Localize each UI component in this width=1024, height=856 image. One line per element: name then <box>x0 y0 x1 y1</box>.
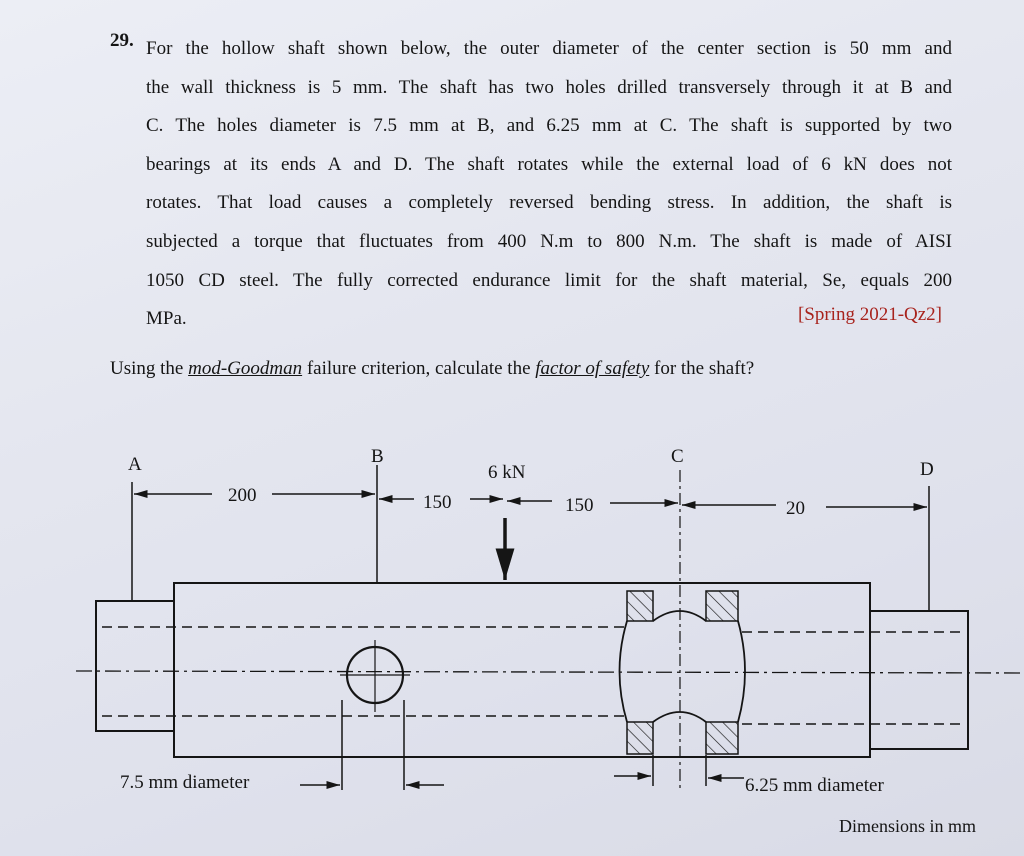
problem-line: subjected a torque that fluctuates from 400 N.m to 800 N.m. The shaft is made of AISI <box>146 230 952 252</box>
problem-line: C. The holes diameter is 7.5 mm at B, and 6.25 mm at C. The shaft is supported by two <box>146 115 952 137</box>
label-b: B <box>371 446 384 467</box>
problem-line: MPa. <box>146 308 187 330</box>
label-a: A <box>128 454 142 475</box>
load-label: 6 kN <box>488 462 526 483</box>
dimension-load-c: 150 <box>565 495 594 516</box>
source-reference: [Spring 2021-Qz2] <box>797 304 942 325</box>
problem-line: For the hollow shaft shown below, the outer diameter of the center section is 50 mm and <box>146 38 952 59</box>
hole-b-label: 7.5 mm diameter <box>120 772 250 793</box>
question-text-middle: failure criterion, calculate the <box>302 358 536 379</box>
dimension-ab: 200 <box>228 485 257 506</box>
factor-of-safety-term: factor of safety <box>535 358 650 379</box>
criterion-term: mod-Goodman <box>188 358 303 379</box>
center-section <box>174 583 870 757</box>
question-text-start: Using the <box>110 358 189 379</box>
hatch-c-bottom-right <box>706 722 738 754</box>
label-d: D <box>920 459 934 480</box>
problem-line: bearings at its ends A and D. The shaft rotates while the external load of 6 kN does not <box>146 153 952 175</box>
hole-c-label: 6.25 mm diameter <box>745 775 884 796</box>
hole-c-right-curve <box>738 621 745 722</box>
label-c: C <box>671 446 684 467</box>
hatch-c-top-left <box>627 591 653 621</box>
dimension-b-load: 150 <box>423 492 452 513</box>
center-line <box>76 671 1024 673</box>
problem-line: rotates. That load causes a completely reversed bending stress. In addition, the shaft is <box>146 192 952 214</box>
question-text-end: for the shaft? <box>649 358 755 379</box>
hatch-c-top-right <box>706 591 738 621</box>
hatch-c-bottom-left <box>627 722 653 754</box>
left-journal <box>96 601 174 731</box>
question-number: 29. <box>110 30 134 51</box>
problem-line: the wall thickness is 5 mm. The shaft has two holes drilled transversely through it at B and <box>146 76 952 98</box>
units-note: Dimensions in mm <box>838 816 976 836</box>
dimension-cd: 20 <box>786 498 805 519</box>
problem-line: 1050 CD steel. The fully corrected endurance limit for the shaft material, Se, equals 200 <box>146 269 952 291</box>
